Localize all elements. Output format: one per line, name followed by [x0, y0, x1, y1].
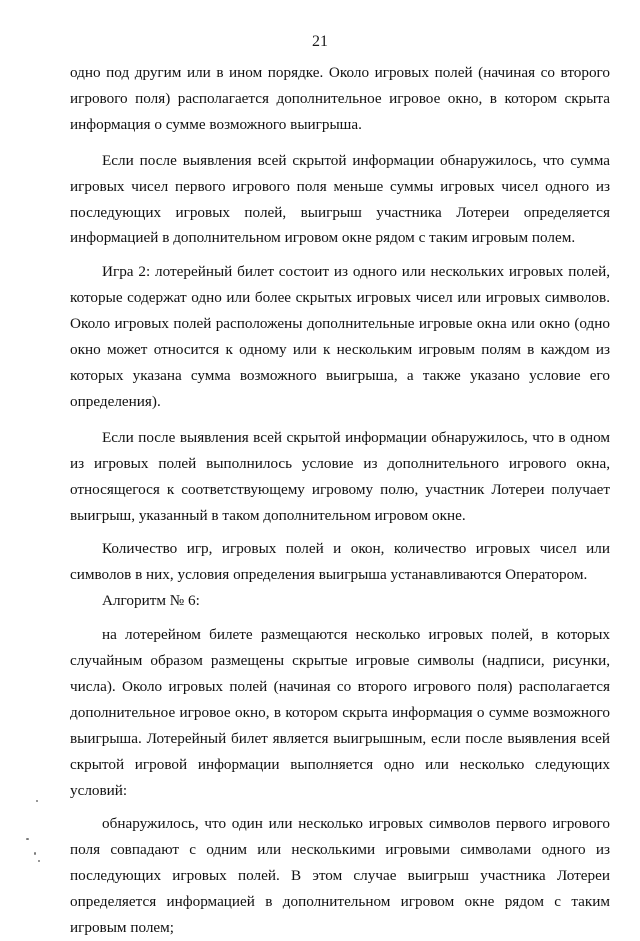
paragraph: Количество игр, игровых полей и окон, количество игровых чисел или символов в них, условия определения выигрыша устанавливаются Оператором.: [70, 540, 610, 584]
document-body: [70, 60, 610, 941]
page-number: 21: [312, 33, 328, 50]
paragraph: на лотерейном билете размещаются несколько игровых полей, в которых случайным образом размещены скрытые игровые символы (надписи, рисунки, числа). Около игровых полей (начиная со второго игрового поля) располагается дополнительное игровое окно, в котором скрыта информация о сумме возможного выигрыша. Лотерейный билет является выигрышным, если после выявления всей скрытой игровой информации выполняется одно или несколько следующих условий:: [70, 626, 610, 799]
scan-speck: [38, 860, 40, 862]
scan-speck: [36, 800, 38, 802]
section-heading: Алгоритм № 6:: [102, 592, 200, 610]
paragraph: Если после выявления всей скрытой информации обнаружилось, что сумма игровых чисел первого игрового поля меньше суммы игровых чисел одного из последующих игровых полей, выигрыш участника Лотереи определяется информацией в дополнительном игровом окне рядом с таким игровым полем.: [70, 151, 610, 247]
paragraph: одно под другим или в ином порядке. Около игровых полей (начиная со второго игрового поля) располагается дополнительное игровое окно, в котором скрыта информация о сумме возможного выигрыша.: [70, 64, 610, 133]
paragraph: Игра 2: лотерейный билет состоит из одного или нескольких игровых полей, которые содержат одно или более скрытых игровых чисел или игровых символов. Около игровых полей расположены дополнительные игровые окна или окно (одно окно может относится к одному или к нескольким игровым полям в каждом из которых указана сумма возможного выигрыша, а также указано условие его определения).: [70, 263, 610, 410]
scan-speck: [26, 838, 29, 840]
paragraph: обнаружилось, что один или несколько игровых символов первого игрового поля совпадают с одним или несколькими игровыми символами одного из последующих игровых полей. В этом случае выигрыш участника Лотереи определяется информацией в дополнительном игровом окне рядом с таким игровым полем;: [70, 815, 610, 937]
paragraph: Если после выявления всей скрытой информации обнаружилось, что в одном из игровых полей выполнилось условие из дополнительного игрового окна, относящегося к соответствующему игровому полю, участник Лотереи получает выигрыш, указанный в таком дополнительном игровом окне.: [70, 428, 610, 524]
scan-speck: [34, 852, 36, 855]
